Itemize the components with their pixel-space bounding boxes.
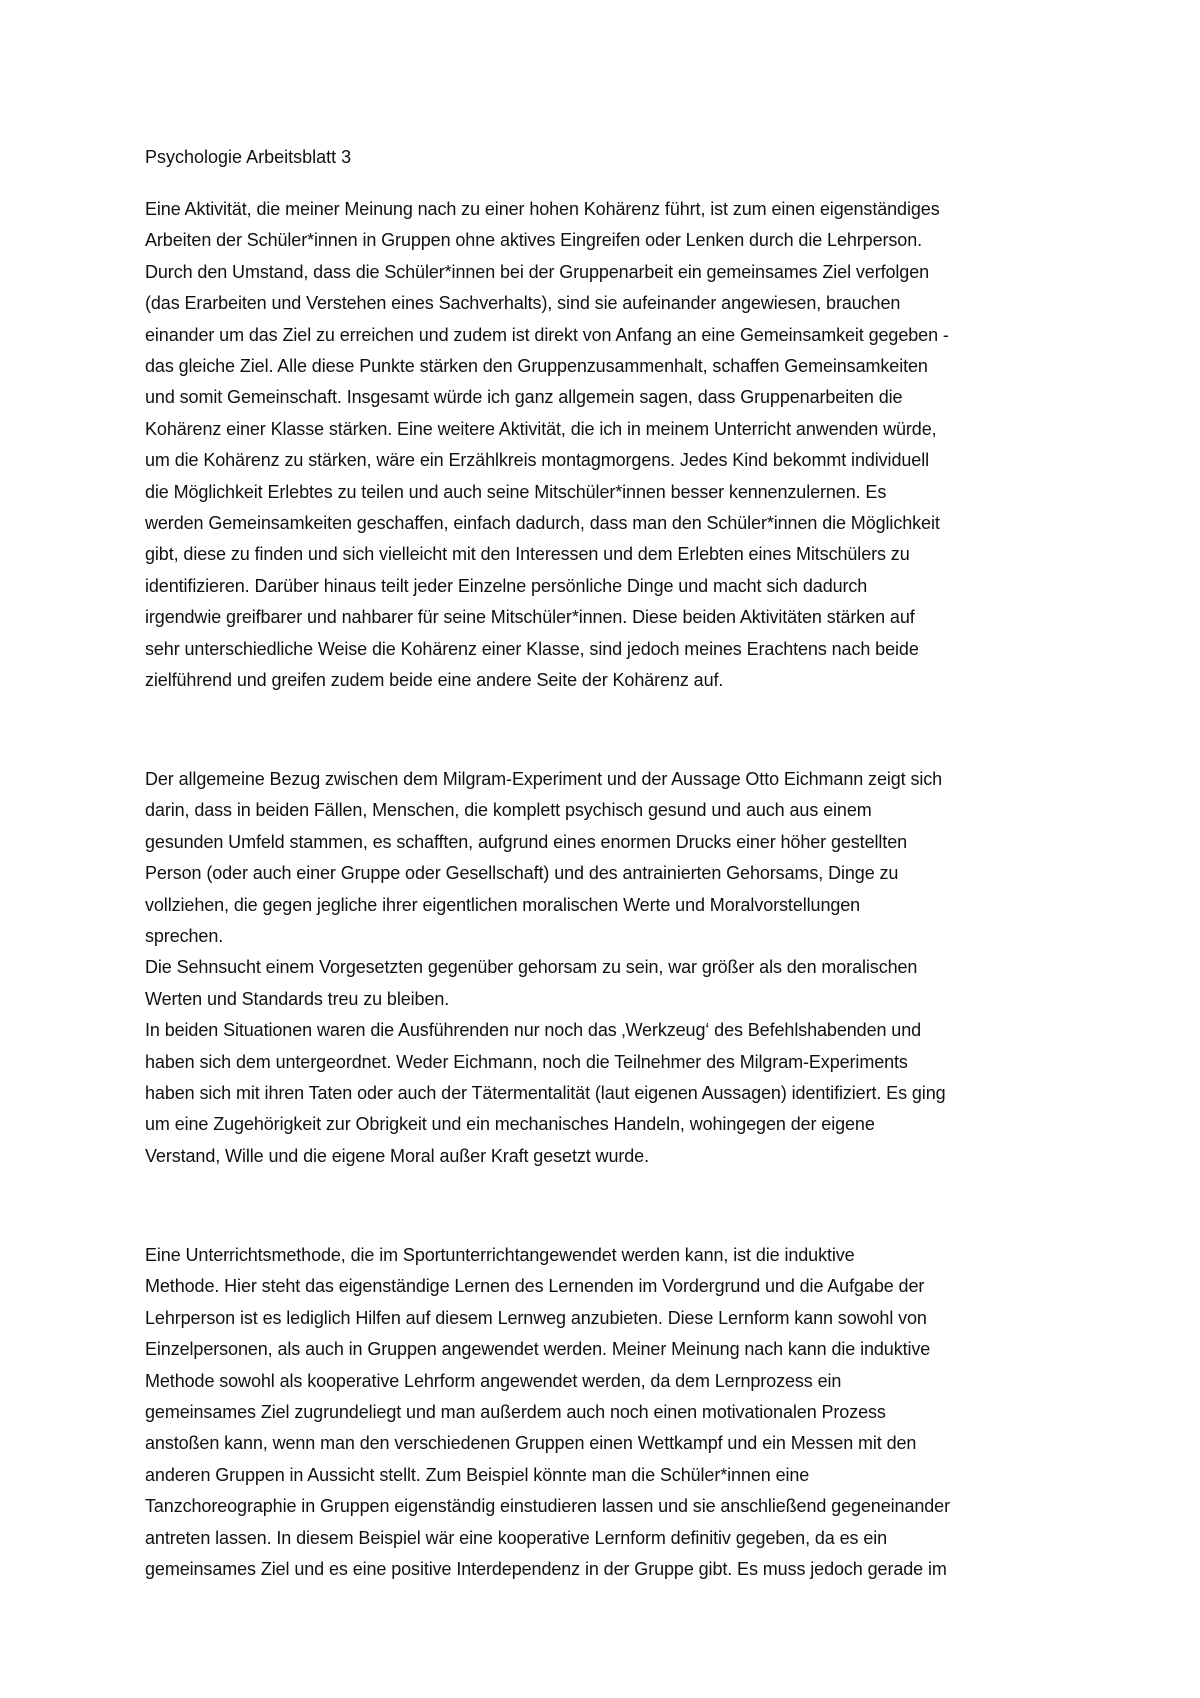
paragraph-coherence: [145, 194, 949, 697]
text-line: sehr unterschiedliche Weise die Kohärenz einer Klasse, sind jedoch meines Erachtens nach beide: [145, 638, 919, 659]
document-title: Psychologie Arbeitsblatt 3: [145, 147, 352, 167]
text-line: zielführend und greifen zudem beide eine andere Seite der Kohärenz auf.: [145, 670, 724, 691]
text-line: Verstand, Wille und die eigene Moral außer Kraft gesetzt wurde.: [145, 1145, 649, 1166]
text-line: Werten und Standards treu zu bleiben.: [145, 988, 450, 1009]
text-line: Kohärenz einer Klasse stärken. Eine weitere Aktivität, die ich in meinem Unterricht anwenden würde,: [145, 418, 937, 439]
text-line: einander um das Ziel zu erreichen und zudem ist direkt von Anfang an eine Gemeinsamkeit gegeben -: [145, 324, 949, 345]
text-line: darin, dass in beiden Fällen, Menschen, die komplett psychisch gesund und auch aus einem: [145, 800, 872, 821]
text-line: Arbeiten der Schüler*innen in Gruppen ohne aktives Eingreifen oder Lenken durch die Lehrperson.: [145, 230, 923, 251]
text-line: sprechen.: [145, 926, 224, 947]
text-line: gemeinsames Ziel zugrundeliegt und man außerdem auch noch einen motivationalen Prozess: [145, 1402, 886, 1423]
text-line: irgendwie greifbarer und nahbarer für seine Mitschüler*innen. Diese beiden Aktivitäten stärken auf: [145, 607, 915, 628]
text-line: (das Erarbeiten und Verstehen eines Sachverhalts), sind sie aufeinander angewiesen, brauchen: [145, 293, 901, 314]
text-line: das gleiche Ziel. Alle diese Punkte stärken den Gruppenzusammenhalt, schaffen Gemeinsamkeiten: [145, 356, 928, 377]
text-line: Eine Aktivität, die meiner Meinung nach zu einer hohen Kohärenz führt, ist zum einen eigenständiges: [145, 199, 940, 219]
text-line: anstoßen kann, wenn man den verschiedenen Gruppen einen Wettkampf und ein Messen mit den: [145, 1433, 917, 1454]
text-line: Einzelpersonen, als auch in Gruppen angewendet werden. Meiner Meinung nach kann die induktive: [145, 1339, 931, 1360]
text-line: Der allgemeine Bezug zwischen dem Milgram-Experiment und der Aussage Otto Eichmann zeigt sich: [145, 769, 943, 789]
text-line: Methode. Hier steht das eigenständige Lernen des Lernenden im Vordergrund und die Aufgabe der: [145, 1276, 925, 1297]
text-line: um die Kohärenz zu stärken, wäre ein Erzählkreis montagmorgens. Jedes Kind bekommt individuell: [145, 450, 929, 471]
text-line: Tanzchoreographie in Gruppen eigenständig einstudieren lassen und sie anschließend gegeneinander: [145, 1496, 950, 1517]
text-line: Die Sehnsucht einem Vorgesetzten gegenüber gehorsam zu sein, war größer als den moralischen: [145, 957, 918, 978]
text-line: Methode sowohl als kooperative Lehrform angewendet werden, da dem Lernprozess ein: [145, 1370, 842, 1391]
text-line: und somit Gemeinschaft. Insgesamt würde ich ganz allgemein sagen, dass Gruppenarbeiten die: [145, 387, 903, 408]
text-line: die Möglichkeit Erlebtes zu teilen und auch seine Mitschüler*innen besser kennenzulernen. Es: [145, 481, 887, 502]
text-line: vollziehen, die gegen jegliche ihrer eigentlichen moralischen Werte und Moralvorstellungen: [145, 894, 861, 915]
text-line: anderen Gruppen in Aussicht stellt. Zum Beispiel könnte man die Schüler*innen eine: [145, 1464, 810, 1485]
text-line: identifizieren. Darüber hinaus teilt jeder Einzelne persönliche Dinge und macht sich dadurch: [145, 575, 868, 596]
text-line: um eine Zugehörigkeit zur Obrigkeit und ein mechanisches Handeln, wohingegen der eigene: [145, 1114, 875, 1135]
text-line: gibt, diese zu finden und sich vielleicht mit den Interessen und dem Erlebten eines Mitschülers zu: [145, 544, 910, 565]
text-line: Person (oder auch einer Gruppe oder Gesellschaft) und des antrainierten Gehorsams, Dinge zu: [145, 863, 899, 884]
text-line: haben sich dem untergeordnet. Weder Eichmann, noch die Teilnehmer des Milgram-Experiments: [145, 1051, 908, 1072]
text-line: In beiden Situationen waren die Ausführenden nur noch das ‚Werkzeug‘ des Befehlshabenden und: [145, 1020, 922, 1041]
paragraph-milgram: [145, 764, 946, 1172]
text-line: Eine Unterrichtsmethode, die im Sportunterrichtangewendet werden kann, ist die induktive: [145, 1245, 855, 1265]
text-line: haben sich mit ihren Taten oder auch der Tätermentalität (laut eigenen Aussagen) identifiziert. Es ging: [145, 1083, 946, 1104]
text-line: gesunden Umfeld stammen, es schafften, aufgrund eines enormen Drucks einer höher gestellten: [145, 831, 908, 852]
text-line: gemeinsames Ziel und es eine positive Interdependenz in der Gruppe gibt. Es muss jedoch gerade im: [145, 1559, 947, 1580]
text-line: Lehrperson ist es lediglich Hilfen auf diesem Lernweg anzubieten. Diese Lernform kann sowohl von: [145, 1307, 927, 1328]
text-line: antreten lassen. In diesem Beispiel wär eine kooperative Lernform definitiv gegeben, da es ein: [145, 1527, 888, 1548]
paragraph-inductive-method: [145, 1240, 950, 1585]
text-line: werden Gemeinsamkeiten geschaffen, einfach dadurch, dass man den Schüler*innen die Möglichkeit: [145, 513, 940, 534]
text-line: Durch den Umstand, dass die Schüler*innen bei der Gruppenarbeit ein gemeinsames Ziel verfolgen: [145, 261, 930, 282]
